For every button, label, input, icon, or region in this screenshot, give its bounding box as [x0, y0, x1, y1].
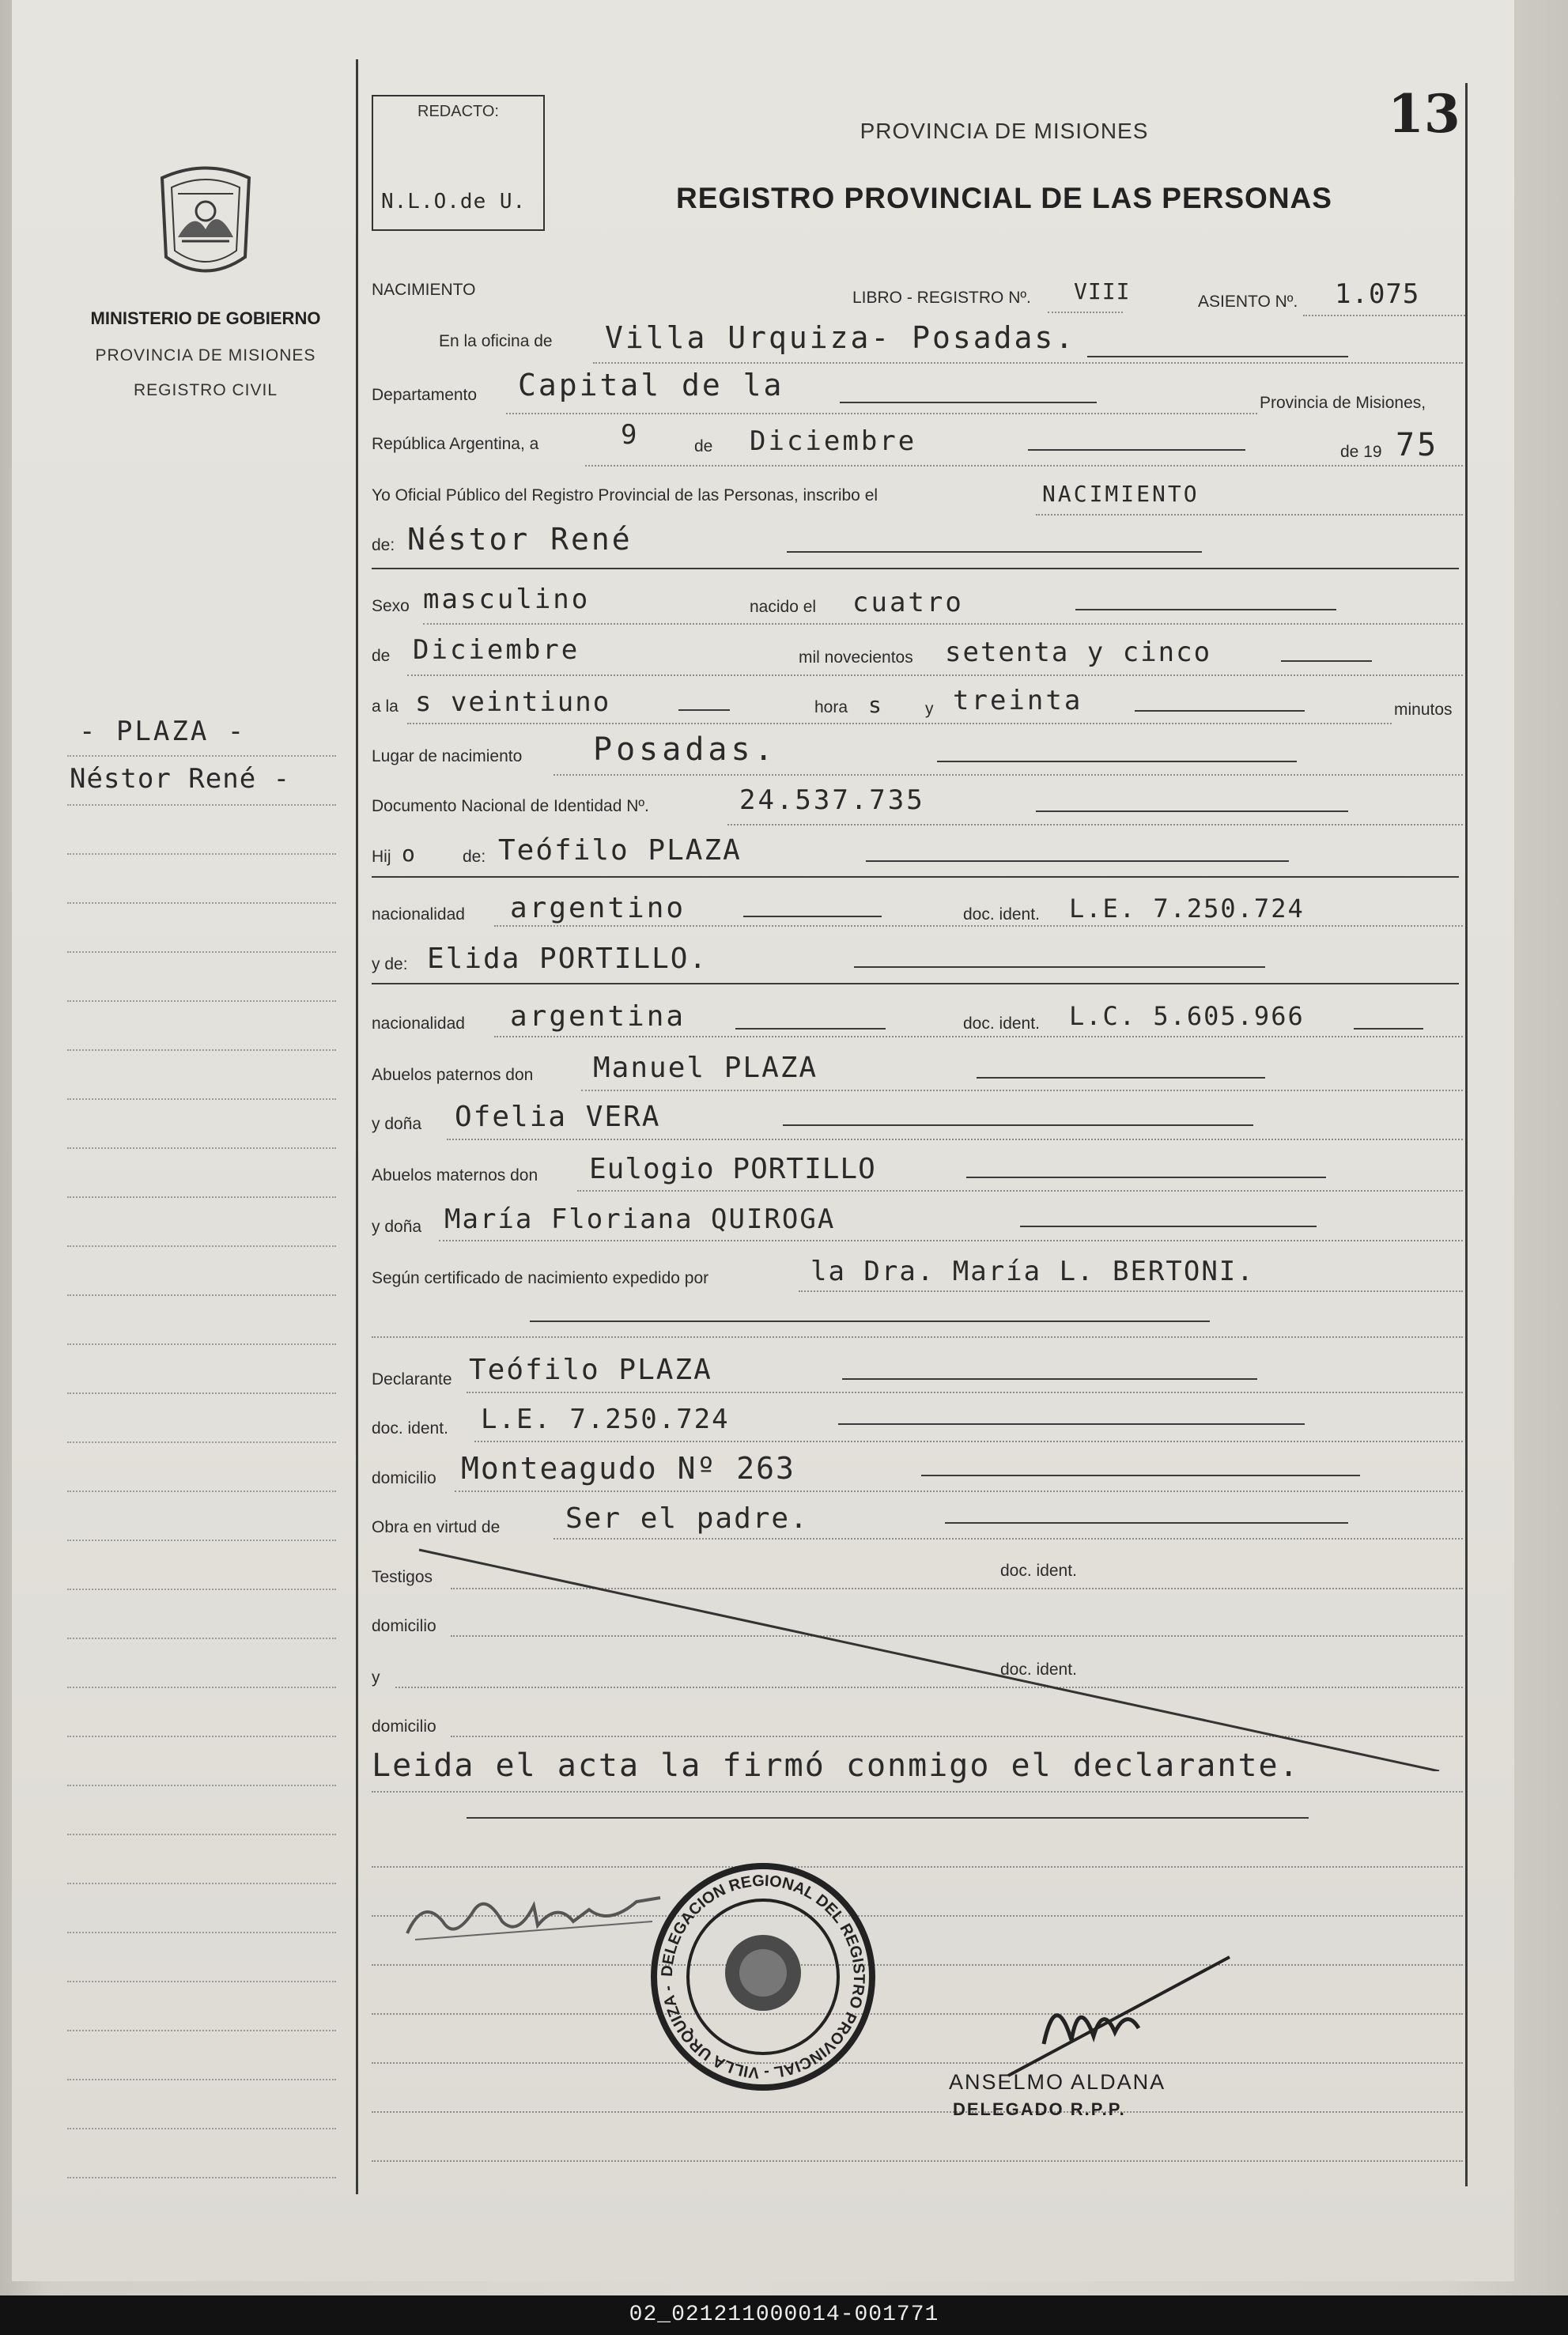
dni-value: 24.537.735 [739, 784, 925, 816]
padre-value: Teófilo PLAZA [498, 834, 742, 867]
page-number: 13 [1388, 83, 1460, 145]
declarant-signature-icon [399, 1878, 668, 1949]
obra-value: Ser el padre. [565, 1502, 809, 1535]
hora-label: hora [814, 698, 848, 716]
hijo-suffix: o [402, 841, 418, 867]
official-title: DELEGADO R.P.P. [953, 2099, 1126, 2119]
margin-note-name: Néstor René - [70, 763, 291, 795]
nacionalidad2-value: argentina [510, 1000, 686, 1033]
libro-label: LIBRO - REGISTRO Nº. [852, 289, 1031, 307]
alas-value: s veintiuno [415, 686, 611, 718]
dni-label: Documento Nacional de Identidad Nº. [372, 797, 649, 815]
doc1-label: doc. ident. [963, 905, 1040, 924]
stamp-text: DELEGACION REGIONAL DEL REGISTRO PROVINCIAL - VILLA URQUIZA - [658, 1872, 868, 2082]
testigos-label: Testigos [372, 1568, 433, 1586]
right-border-line [1465, 83, 1468, 2186]
provincia-label: Provincia de Misiones, [1260, 394, 1426, 412]
nacionalidad1-value: argentino [510, 892, 686, 924]
margin-note-surname: - PLAZA - [79, 716, 247, 747]
inscribo-value: NACIMIENTO [1042, 481, 1200, 507]
abuelos-maternos-label: Abuelos maternos don [372, 1166, 538, 1185]
leida-text: Leida el acta la firmó conmigo el declarante. [372, 1747, 1300, 1784]
de19-label: de 19 [1340, 443, 1382, 461]
mes-value: Diciembre [750, 425, 917, 457]
de-label: de [694, 437, 713, 455]
abuelos-paternos-label: Abuelos paternos don [372, 1066, 534, 1084]
y-dona1-label: y doña [372, 1115, 422, 1133]
cancel-line [372, 1534, 1463, 1771]
ministry-title: MINISTERIO DE GOBIERNO [90, 308, 321, 328]
y-dona2-label: y doña [372, 1218, 422, 1236]
header-province: PROVINCIA DE MISIONES [860, 119, 1149, 143]
de-mes-label: de [372, 647, 391, 665]
official-name: ANSELMO ALDANA [949, 2070, 1166, 2094]
y-de-label: y de: [372, 955, 408, 973]
de-nombre-label: de: [372, 536, 395, 554]
dia-value: 9 [621, 419, 640, 451]
sexo-label: Sexo [372, 597, 410, 615]
header-registry: REGISTRO PROVINCIAL DE LAS PERSONAS [676, 182, 1332, 214]
asiento-label: ASIENTO Nº. [1198, 293, 1298, 311]
doc2-value: L.C. 5.605.966 [1069, 1001, 1305, 1031]
nacido-mes-value: Diciembre [413, 634, 580, 666]
departamento-label: Departamento [372, 386, 478, 404]
oficina-value: Villa Urquiza- Posadas. [605, 320, 1076, 355]
nacido-value: cuatro [852, 587, 964, 618]
departamento-value: Capital de la [518, 368, 784, 402]
abuelos-paternos-value: Manuel PLAZA [593, 1052, 818, 1084]
image-caption: 02_021211000014-001771 [0, 2295, 1568, 2335]
declarante-label: Declarante [372, 1370, 452, 1389]
domicilio3-label: domicilio [372, 1717, 436, 1736]
republica-label: República Argentina, a [372, 435, 539, 453]
province-seal-icon [146, 162, 265, 289]
official-signature-icon [1000, 1949, 1237, 2084]
asiento-value: 1.075 [1335, 278, 1420, 310]
y-dona1-value: Ofelia VERA [455, 1101, 661, 1133]
nacimiento-label: NACIMIENTO [372, 281, 476, 299]
y2-label: y [372, 1668, 380, 1687]
obra-label: Obra en virtud de [372, 1518, 501, 1536]
hora-suffix: s [868, 692, 884, 718]
nacionalidad1-label: nacionalidad [372, 905, 465, 924]
hijo-de-label: de: [463, 848, 486, 866]
declarante-value: Teófilo PLAZA [469, 1354, 712, 1386]
side-civil-registry: REGISTRO CIVIL [133, 381, 278, 399]
y-dona2-value: María Floriana QUIROGA [444, 1203, 836, 1235]
doc2-label: doc. ident. [963, 1014, 1040, 1033]
yo-oficial-label: Yo Oficial Público del Registro Provincial de las Personas, inscribo el [372, 486, 878, 504]
doc-declarante-value: L.E. 7.250.724 [481, 1404, 730, 1435]
redacto-value: N.L.O.de U. [381, 190, 527, 213]
y-label: y [925, 700, 934, 718]
nacido-label: nacido el [750, 598, 817, 616]
redacto-label: REDACTO: [418, 103, 499, 120]
official-stamp [648, 1862, 878, 2091]
domicilio2-label: domicilio [372, 1617, 436, 1635]
nacionalidad2-label: nacionalidad [372, 1014, 465, 1033]
segun-value: la Dra. María L. BERTONI. [810, 1256, 1255, 1287]
doc-declarante-label: doc. ident. [372, 1419, 448, 1438]
anio-value: 75 [1396, 427, 1439, 463]
lugar-label: Lugar de nacimiento [372, 747, 523, 765]
doc-ident1-label: doc. ident. [1000, 1562, 1077, 1580]
madre-value: Elida PORTILLO. [427, 943, 708, 975]
minutos-value: treinta [953, 685, 1083, 716]
hijo-label: Hij [372, 848, 391, 866]
domicilio-label: domicilio [372, 1469, 436, 1487]
segun-label: Según certificado de nacimiento expedido por [372, 1269, 709, 1287]
domicilio-value: Monteagudo Nº 263 [461, 1451, 795, 1486]
mil-value: setenta y cinco [945, 637, 1212, 668]
doc-ident2-label: doc. ident. [1000, 1661, 1077, 1679]
nombre-value: Néstor René [407, 522, 633, 557]
doc1-value: L.E. 7.250.724 [1069, 894, 1305, 924]
side-province: PROVINCIA DE MISIONES [95, 346, 316, 365]
left-border-line [356, 59, 358, 2194]
lugar-value: Posadas. [593, 731, 777, 768]
alas-label: a la [372, 697, 399, 716]
oficina-label: En la oficina de [439, 332, 553, 350]
redacto-box [372, 95, 545, 231]
abuelos-maternos-value: Eulogio PORTILLO [589, 1153, 876, 1185]
sexo-value: masculino [423, 584, 591, 615]
libro-value: VIII [1074, 278, 1131, 304]
mil-label: mil novecientos [799, 648, 913, 667]
minutos-label: minutos [1394, 701, 1453, 719]
